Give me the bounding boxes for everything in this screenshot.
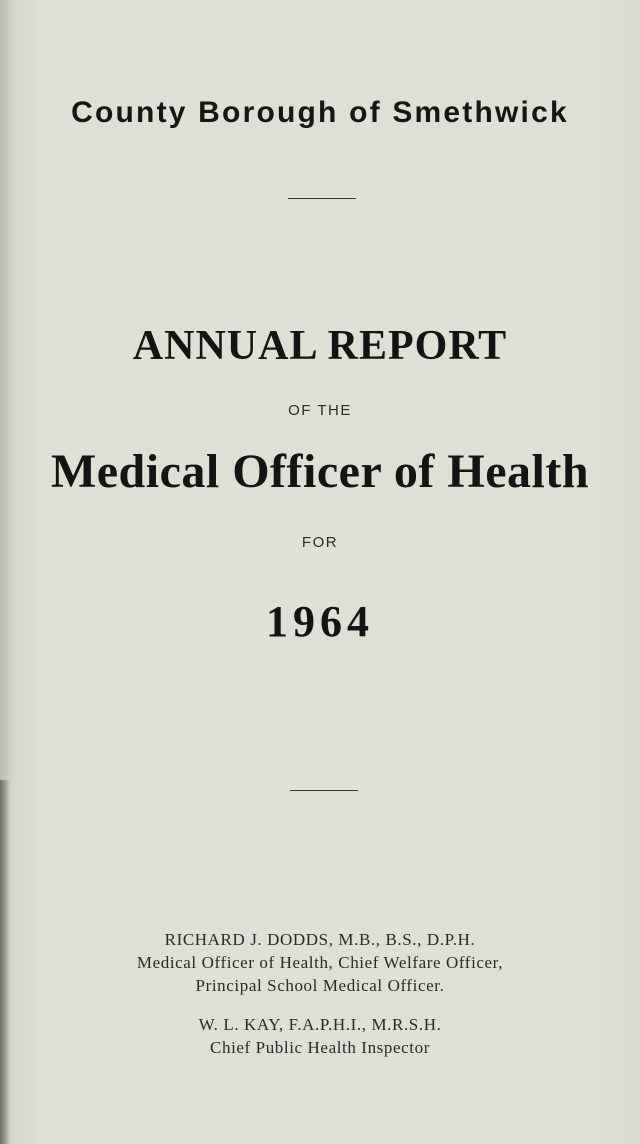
officials-block [0,928,640,1059]
authority-heading: County Borough of Smethwick [71,96,569,129]
office-title: Medical Officer of Health [50,445,590,498]
report-year: 1964 [266,597,374,646]
spacer [0,997,640,1013]
health-inspector-name: W. L. KAY, F.A.P.H.I., M.R.S.H. [198,1015,442,1034]
for-label: FOR [301,534,339,551]
medical-officer-name: RICHARD J. DODDS, M.B., B.S., D.P.H. [164,930,476,949]
medical-officer-role-2: Principal School Medical Officer. [195,976,445,995]
of-the-label: OF THE [288,402,352,419]
report-title: ANNUAL REPORT [132,323,508,369]
health-inspector-role: Chief Public Health Inspector [210,1038,430,1057]
divider-bottom [290,790,358,791]
medical-officer-role-1: Medical Officer of Health, Chief Welfare Officer, [136,953,504,972]
divider-top [288,198,356,199]
